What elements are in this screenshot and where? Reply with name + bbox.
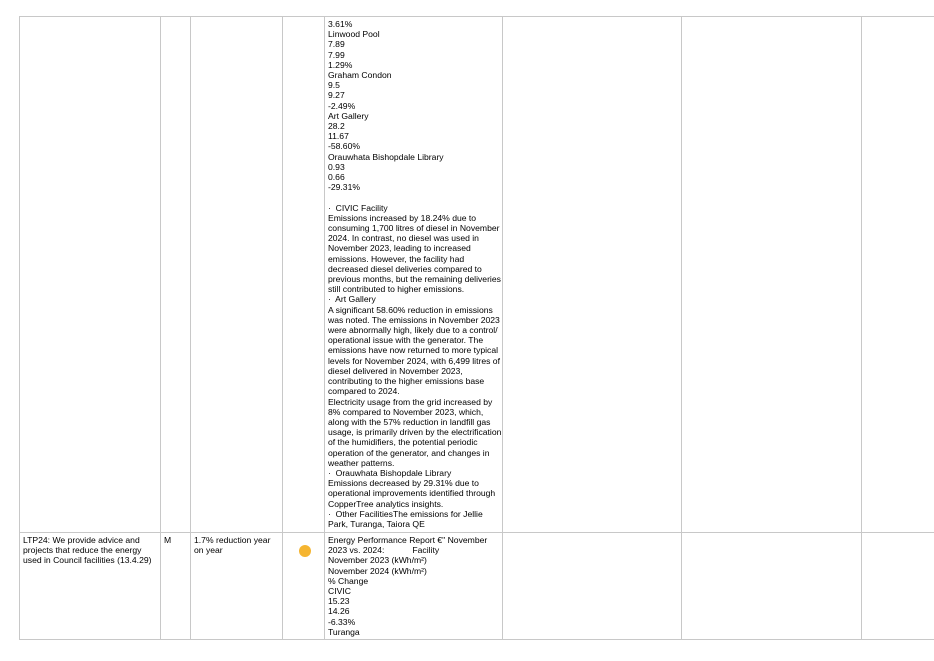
details-line: % Change (328, 575, 369, 586)
level-cell (161, 17, 191, 533)
details-line: decreased diesel deliveries compared to (328, 263, 482, 274)
details-line: CIVIC (328, 586, 351, 597)
details-line: operational issue with the generator. The (328, 335, 484, 346)
details-line: Electricity usage from the grid increased by (328, 396, 493, 407)
target-text: 1.7% reduction year on year (194, 535, 271, 556)
details-line: previous months, but the remaining deliveries (328, 274, 501, 285)
details-line: 9.27 (328, 90, 345, 101)
target-cell (191, 533, 283, 640)
details-line: CopperTree analytics insights. (328, 498, 444, 509)
level-text: M (164, 535, 172, 545)
details-line: Graham Condon (328, 70, 392, 81)
kpi-table (19, 16, 934, 640)
details-line: 15.23 (328, 596, 350, 607)
details-line: · Art Gallery (328, 294, 376, 305)
details-line: 14.26 (328, 606, 350, 617)
details-line: 2024. In contrast, no diesel was used in (328, 233, 479, 244)
details-line: emissions have now returned to more typical (328, 345, 499, 356)
details-line: weather patterns. (328, 457, 395, 468)
details-cell (325, 533, 503, 640)
details-fragment: Facility (412, 545, 440, 556)
details-line: diesel delivered in November 2023, (328, 365, 463, 376)
details-line: A significant 58.60% reduction in emissions (328, 304, 493, 315)
details-line: were abnormally high, likely due to a control/ (328, 325, 498, 336)
details-line: consuming 1,700 litres of diesel in November (328, 223, 500, 234)
details-line: 0.93 (328, 161, 345, 172)
details-line: -58.60% (328, 141, 361, 152)
details-line: Orauwhata Bishopdale Library (328, 151, 444, 162)
details-line: 8% compared to November 2023, which, (328, 406, 484, 417)
empty-cell (682, 17, 862, 533)
details-line: operation of the generator, and changes in (328, 447, 490, 458)
details-line: Emissions increased by 18.24% due to (328, 212, 477, 223)
details-fragment: 2023 vs. 2024: (328, 545, 385, 556)
target-cell (191, 17, 283, 533)
status-cell (283, 17, 325, 533)
status-dot-icon (299, 545, 311, 557)
details-line: of the humidifiers, the potential periodic (328, 437, 478, 448)
details-line: 7.99 (328, 49, 345, 60)
table-row (20, 17, 934, 533)
details-line: emissions. However, the facility had (328, 253, 465, 264)
details-line: along with the 57% reduction in landfill gas (328, 416, 491, 427)
details-line: Linwood Pool (328, 29, 380, 40)
details-line: usage, is primarily driven by the electrification (328, 427, 502, 438)
empty-cell (862, 17, 934, 533)
details-line: 1.29% (328, 59, 353, 70)
details-line: 28.2 (328, 121, 345, 132)
details-line: 7.89 (328, 39, 345, 50)
details-line: 11.67 (328, 131, 349, 142)
details-line: -6.33% (328, 616, 356, 627)
details-line: · Other FacilitiesThe emissions for Jellie (328, 508, 483, 519)
empty-cell (503, 533, 682, 640)
details-line: 3.61% (328, 19, 353, 29)
details-line: -29.31% (328, 182, 361, 193)
details-line (328, 192, 498, 202)
details-line: November 2024 (kWh/m²) (328, 565, 427, 576)
details-line: 9.5 (328, 80, 340, 91)
details-line: Energy Performance Report €" November (328, 535, 488, 545)
status-cell (283, 533, 325, 640)
empty-cell (503, 17, 682, 533)
details-line: · CIVIC Facility (328, 202, 388, 213)
details-line: · Orauwhata Bishopdale Library (328, 467, 452, 478)
empty-cell (862, 533, 934, 640)
details-line: November 2023 (kWh/m²) (328, 555, 427, 566)
details-line: November 2023, leading to increased (328, 243, 471, 254)
details-line: 0.66 (328, 172, 345, 183)
details-line: Turanga (328, 626, 360, 637)
details-line: Art Gallery (328, 110, 369, 121)
empty-cell (682, 533, 862, 640)
measure-text: LTP24: We provide advice and projects that reduce the energy used in Council facilities (13.4.29) (23, 535, 152, 566)
measure-cell (20, 533, 161, 640)
details-line: still contributed to higher emissions. (328, 284, 465, 295)
level-cell (161, 533, 191, 640)
details-line: operational improvements identified through (328, 488, 496, 499)
details-line: -2.49% (328, 100, 356, 111)
details-line: levels for November 2024, with 6,499 litres of (328, 355, 500, 366)
details-line: contributing to the higher emissions base (328, 376, 485, 387)
measure-cell (20, 17, 161, 533)
details-line: Emissions decreased by 29.31% due to (328, 478, 479, 489)
table-row (20, 533, 934, 640)
details-line: Park, Turanga, Taiora QE (328, 518, 425, 529)
details-line (328, 545, 498, 555)
details-cell (325, 17, 503, 533)
details-line: compared to 2024. (328, 386, 400, 397)
details-line: was noted. The emissions in November 2023 (328, 314, 500, 325)
